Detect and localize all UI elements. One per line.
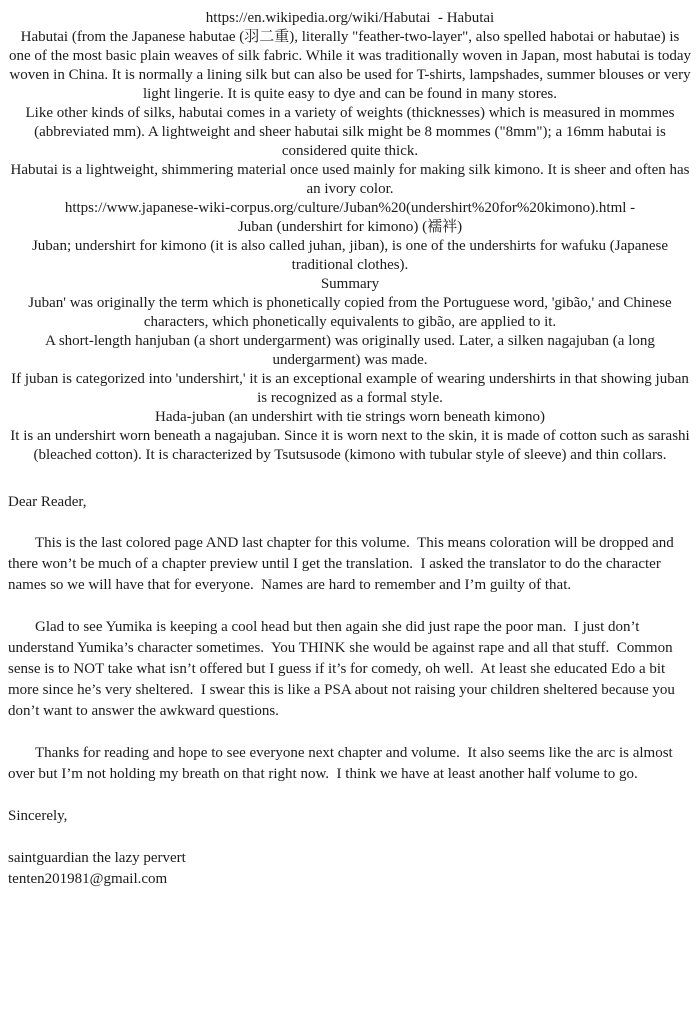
juban-undershirt-paragraph: If juban is categorized into 'undershirt,' it is an exceptional example of wearing undershirts in that showing juban is recognized as a formal style. — [11, 371, 693, 406]
letter-paragraph-thanks: Thanks for reading and hope to see everyone next chapter and volume. It also seems like the arc is almost over but I’m not holding my breath on that right now. I think we have at least another half volume to go. — [8, 745, 677, 782]
letter-paragraph-yumika: Glad to see Yumika is keeping a cool head but then again she did just rape the poor man. I just don’t understand Yumika’s character sometimes. You THINK she would be against rape and all that stuff. Common sense is to NOT take what isn’t offered but I guess if it’s for comedy, oh well. At least she educated Edo a bit more since he’s very sheltered. I swear this is like a PSA about not raising your children sheltered because you don’t want to answer the awkward questions. — [8, 619, 679, 719]
translator-letter-section — [8, 492, 692, 890]
letter-salutation: Dear Reader, — [8, 494, 87, 510]
summary-heading: Summary — [320, 276, 380, 292]
translator-email: tenten201981@gmail.com — [8, 871, 168, 887]
habutai-kimono-paragraph: Habutai is a lightweight, shimmering material once used mainly for making silk kimono. It is sheer and often has an ivory color. — [10, 162, 694, 197]
habutai-weights-paragraph: Like other kinds of silks, habutai comes in a variety of weights (thicknesses) which is measured in mommes (abbreviated mm). A lightweight and sheer habutai silk might be 8 mommes ("8mm"); a 16mm habutai is considered quite thick. — [25, 105, 679, 159]
hanjuban-paragraph: A short-length hanjuban (a short undergarment) was originally used. Later, a silken nagajuban (a long undergarment) was made. — [45, 333, 659, 368]
wikipedia-habutai-url: https://en.wikipedia.org/wiki/Habutai - Habutai — [205, 10, 495, 26]
juban-wiki-corpus-url: https://www.japanese-wiki-corpus.org/culture/Juban%20(undershirt%20for%20kimono).html - — [64, 200, 636, 216]
juban-title-line: Juban (undershirt for kimono) (襦袢) — [237, 219, 463, 235]
hada-juban-heading: Hada-juban (an undershirt with tie strings worn beneath kimono) — [155, 409, 545, 425]
letter-closing: Sincerely, — [8, 808, 68, 824]
juban-etymology-paragraph: Juban' was originally the term which is phonetically copied from the Portuguese word, 'gibão,' and Chinese characters, which phonetically equivalents to gibão, are applied to it. — [28, 295, 676, 330]
habutai-intro-paragraph: Habutai (from the Japanese habutae (羽二重), literally "feather-two-layer", also spelled habotai or habutae) is one of the most basic plain weaves of silk fabric. While it was traditionally woven in Japan, most habutai is today woven in China. It is normally a lining silk but can also be used for T-shirts, lampshades, summer blouses or very light lingerie. It is quite easy to dye and can be found in many stores. — [8, 29, 695, 102]
juban-definition-paragraph: Juban; undershirt for kimono (it is also called juhan, jiban), is one of the undershirts for wafuku (Japanese traditional clothes). — [31, 238, 672, 273]
translator-signature: saintguardian the lazy pervert — [8, 850, 186, 866]
letter-paragraph-volume-end: This is the last colored page AND last chapter for this volume. This means coloration will be dropped and there won’t be much of a chapter preview until I get the translation. I asked the translator to do the character names so we will have that for everyone. Names are hard to remember and I’m guilty of that. — [8, 535, 678, 593]
wiki-excerpts-section — [8, 9, 695, 465]
hada-juban-paragraph: It is an undershirt worn beneath a nagajuban. Since it is worn next to the skin, it is made of cotton such as sarashi (bleached cotton). It is characterized by Tsutsusode (kimono with tubular style of sleeve) and thin collars. — [10, 428, 694, 463]
